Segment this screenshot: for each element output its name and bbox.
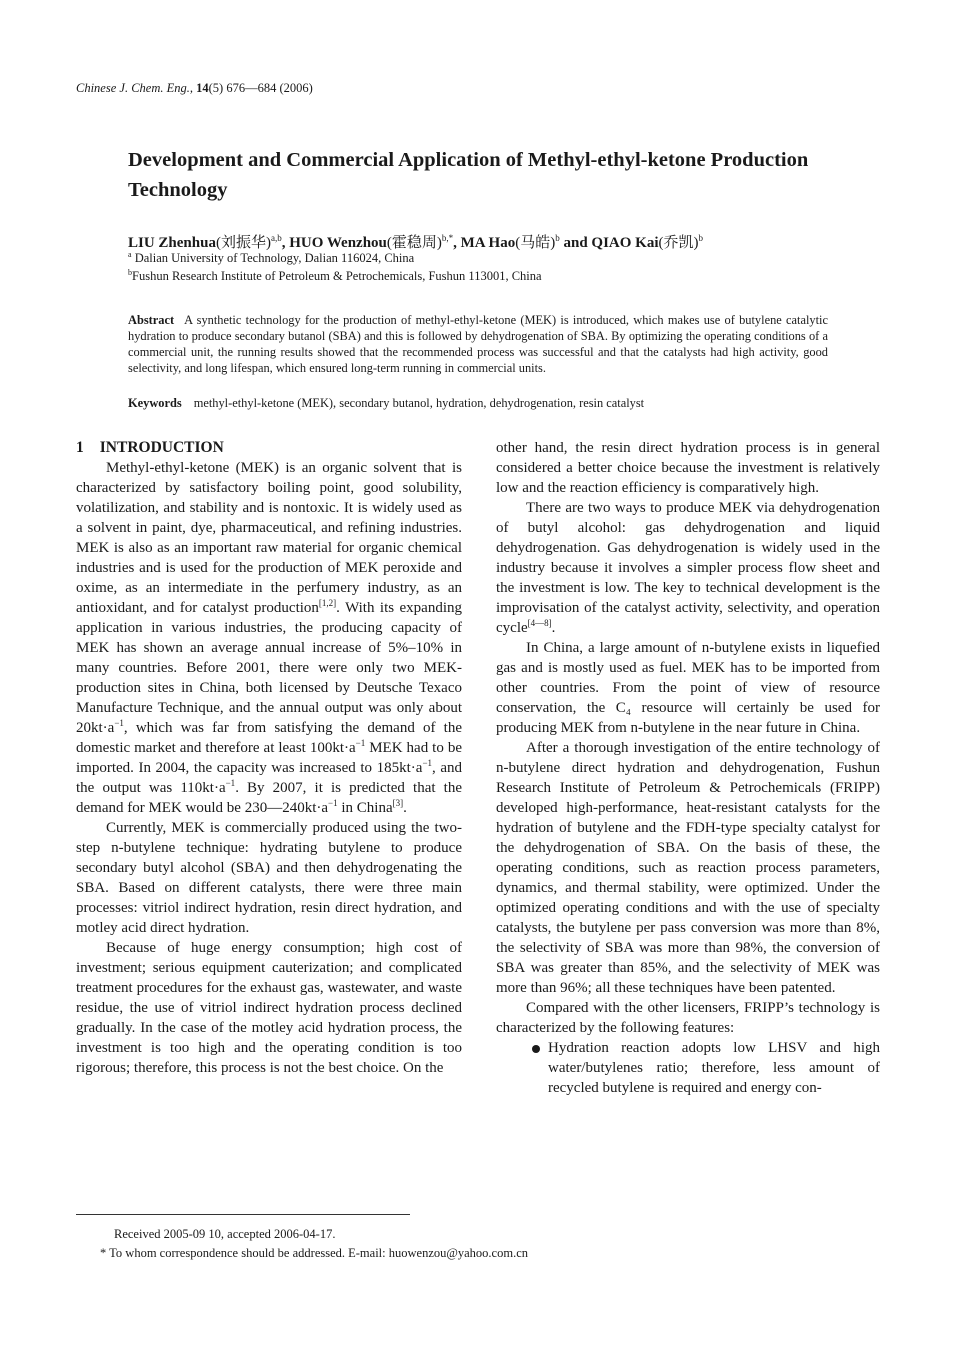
journal-volume: 14 <box>196 81 209 95</box>
citation: [1,2] <box>318 598 337 608</box>
author-name: LIU Zhenhua <box>128 235 216 251</box>
journal-name: Chinese J. Chem. Eng., <box>76 81 193 95</box>
author-separator: , <box>453 235 461 251</box>
right-column <box>496 438 880 1098</box>
bullet-text: Hydration reaction adopts low LHSV and high water/butylenes ratio; therefore, less amount of recycled butylene is required and energy con- <box>548 1040 880 1096</box>
left-column <box>76 438 462 1078</box>
author-chinese-name: (霍稳周) <box>386 235 442 251</box>
bullet-icon <box>532 1045 540 1053</box>
author-affiliation-mark: b <box>555 233 560 243</box>
intro-paragraph-6: In China, a large amount of n-butylene exists in liquefied gas and is mostly used as fuel. MEK has to be imported from other countries. From the point of view of resource conservation, the C₄ resource will certainly be used for producing MEK from n-butylene in the near future in China. <box>496 640 880 736</box>
journal-issue-pages: (5) 676—684 (2006) <box>208 81 313 95</box>
author-separator: and <box>559 235 592 251</box>
author-list <box>128 231 703 252</box>
intro-paragraph-5: There are two ways to produce MEK via dehydrogenation of butyl alcohol: gas dehydrogenation and liquid dehydrogenation. Gas dehydrogenation is widely used in the industry because it involves a simpler process flow sheet and the investment is low. The key to technical development is the improvisation of the catalyst activity, selectivity, and operation cycle[4—8]. <box>496 500 880 636</box>
intro-paragraph-3: Because of huge energy consumption; high cost of investment; serious equipment cauterization; and complicated treatment procedures for the exhaust gas, wastewater, and waste residue, the use of vitriol indirect hydration process declined gradually. In the case of the motley acid hydration process, the investment is too high and the operating condition is too rigorous; therefore, this process is not the best choice. On the <box>76 940 462 1076</box>
footnote-correspondence: * To whom correspondence should be addressed. E-mail: huowenzou@yahoo.com.cn <box>100 1246 529 1260</box>
intro-paragraph-2: Currently, MEK is commercially produced using the two-step n-butylene technique: hydrating butylene to produce secondary butyl alcohol (SBA) and then dehydrogenating the SBA. Based on different catalysts, there were three main processes: vitriol indirect hydration, resin direct hydration, and motley acid direct hydration. <box>76 820 462 936</box>
keywords-label: Keywords <box>128 396 182 410</box>
author-affiliation-mark: b <box>698 233 704 243</box>
author-affiliation-mark: b,* <box>441 233 454 243</box>
abstract-label: Abstract <box>128 313 175 327</box>
affiliation-a <box>128 250 414 266</box>
author-chinese-name: (马皓) <box>515 235 556 251</box>
intro-paragraph-7: After a thorough investigation of the entire technology of n-butylene direct hydration and dehydrogenation, Fushun Research Institute of Petroleum & Petrochemicals (FRIPP) developed high-performance, heat-resistant catalysts for the hydration of butylene and the FDH-type specialty catalyst for the dehydrogenation of SBA. On the basis of these, the operating conditions, such as reaction process parameters, dynamics, and thermal stability, were optimized. Under the optimized operating conditions and with the use of specialty catalysts, the butylene per pass conversion was more than 8%, the selectivity of SBA was more than 98%, the conversion of SBA was greater than 85%, and the selectivity of MEK was more than 96%; all these techniques have been patented. <box>496 740 880 996</box>
affiliation-text: Dalian University of Technology, Dalian 116024, China <box>134 251 415 266</box>
affiliation-mark: b <box>128 268 132 277</box>
intro-paragraph-4: other hand, the resin direct hydration process is in general considered a better choice because the investment is relatively low and the reaction efficiency is comparatively high. <box>496 440 880 496</box>
author-chinese-name: (刘振华) <box>215 235 271 251</box>
author-separator: , <box>281 235 290 251</box>
section-title: INTRODUCTION <box>99 439 224 456</box>
keywords <box>128 396 828 411</box>
footnote-divider <box>76 1214 410 1215</box>
affiliation-text: Fushun Research Institute of Petroleum & Petrochemicals, Fushun 113001, China <box>132 269 542 284</box>
abstract-text: A synthetic technology for the production of methyl-ethyl-ketone (MEK) is introduced, which makes use of butylene catalytic hydration to produce secondary butanol (SBA) and this is followed by dehydrogenation of SBA. By optimizing the operating conditions of a commercial unit, the running results showed that the recommended process was successful and that the catalysts had high activity, good selectivity, and long lifespan, which ensured long-term running in commercial units. <box>128 313 828 375</box>
author <box>591 235 703 251</box>
paper-title: Development and Commercial Application of Methyl-ethyl-ketone Production Technology <box>128 149 809 201</box>
intro-paragraph-1: Methyl-ethyl-ketone (MEK) is an organic solvent that is characterized by satisfactory boiling point, good solubility, volatilization, and stability and is nontoxic. It is widely used as a solvent in paint, dye, pharmaceutical, and refining industries. MEK is also as an important raw material for organic chemical industries and is used for the production of MEK peroxide and oxime, as an intermediate in the perfumery industry, as an antioxidant, and for catalyst production[1,2]. With its expanding application in various industries, the producing capacity of MEK has shown an average annual increase of 5%–10% in many countries. Before 2001, there were only two MEK-production sites in China, both licensed by Deutsche Texaco Manufacture Technique, and the annual output was only about $20kt\cdot a^{-1}$, which was far from satisfying the demand of the domestic market and therefore at least $100kt\cdot a^{-1}$ MEK had to be imported. In 2004, the capacity was increased to $185kt\cdot a^{-1}$, and the output was $110kt\cdot a^{-1}$. By 2007, it is predicted that the demand for MEK would be $230—240kt\cdot a^{-1}$ in China[3]. <box>76 460 462 816</box>
author <box>289 235 460 251</box>
citation: [4—8] <box>527 618 552 628</box>
affiliation-mark: a <box>128 250 132 259</box>
section-number: 1 <box>76 439 84 456</box>
keywords-text: methyl-ethyl-ketone (MEK), secondary butanol, hydration, dehydrogenation, resin catalyst <box>193 396 645 410</box>
affiliation-b <box>128 268 542 284</box>
footnote-received: Received 2005-09 10, accepted 2006-04-17. <box>114 1227 336 1241</box>
feature-bullet-item <box>496 1038 880 1098</box>
author-name: MA Hao <box>460 235 516 251</box>
author <box>128 235 289 251</box>
author-chinese-name: (乔凯) <box>658 235 699 251</box>
author-name: HUO Wenzhou <box>289 235 387 251</box>
author-name: QIAO Kai <box>591 235 659 251</box>
author-affiliation-mark: a,b <box>270 233 282 243</box>
journal-citation <box>76 81 313 96</box>
author <box>461 235 592 251</box>
intro-paragraph-8: Compared with the other licensers, FRIPP’s technology is characterized by the following features: <box>496 1000 880 1036</box>
section-heading <box>76 438 462 458</box>
abstract <box>128 312 828 376</box>
citation: [3] <box>392 798 404 808</box>
